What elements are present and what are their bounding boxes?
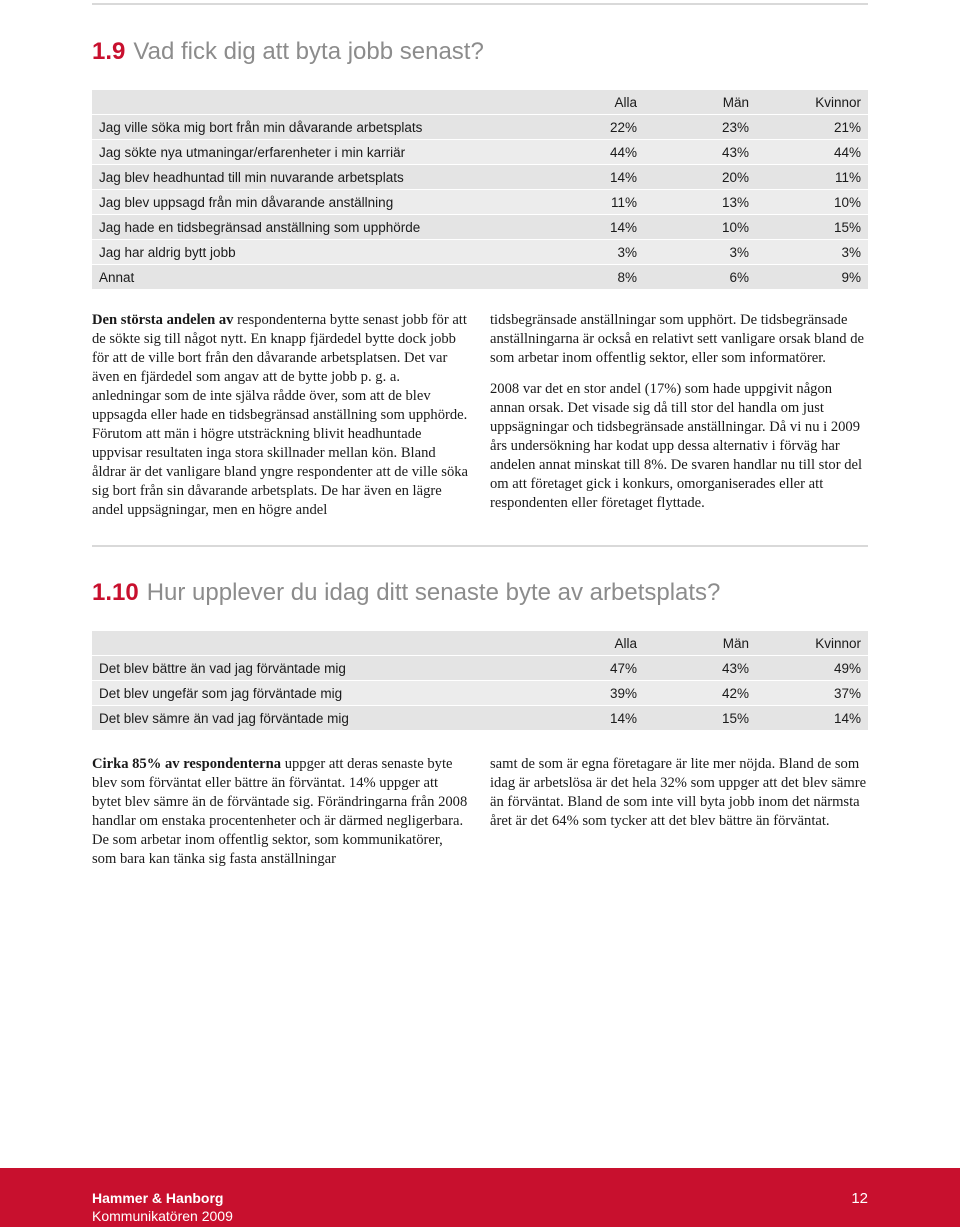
cell-alla: 14% <box>532 165 644 190</box>
row-label: Jag sökte nya utmaningar/erfarenheter i min karriär <box>92 140 532 165</box>
cell-man: 6% <box>644 265 756 290</box>
cell-man: 10% <box>644 215 756 240</box>
cell-alla: 47% <box>532 656 644 681</box>
column-header-alla: Alla <box>532 631 644 656</box>
cell-man: 3% <box>644 240 756 265</box>
column-header-alla: Alla <box>532 90 644 115</box>
column-header-kvinnor: Kvinnor <box>756 90 868 115</box>
section-1-title: Vad fick dig att byta jobb senast? <box>133 38 484 65</box>
row-label: Det blev bättre än vad jag förväntade mig <box>92 656 532 681</box>
row-label: Det blev ungefär som jag förväntade mig <box>92 681 532 706</box>
section-1-left-column <box>92 311 470 520</box>
table-row <box>92 681 868 706</box>
cell-kvinnor: 3% <box>756 240 868 265</box>
cell-man: 13% <box>644 190 756 215</box>
table-row <box>92 706 868 731</box>
table-row <box>92 265 868 290</box>
table-row <box>92 140 868 165</box>
footer-publication: Kommunikatören 2009 <box>92 1208 233 1224</box>
cell-alla: 14% <box>532 706 644 731</box>
page-number: 12 <box>851 1190 868 1207</box>
section-2-number: 1.10 <box>92 579 139 606</box>
cell-alla: 39% <box>532 681 644 706</box>
cell-alla: 22% <box>532 115 644 140</box>
cell-kvinnor: 14% <box>756 706 868 731</box>
experience-table <box>92 631 868 731</box>
row-label: Det blev sämre än vad jag förväntade mig <box>92 706 532 731</box>
cell-kvinnor: 9% <box>756 265 868 290</box>
footer-bar <box>0 1168 960 1227</box>
table-header-row <box>92 90 868 115</box>
section-1-right-paragraph-1: tidsbegränsade anställningar som upphört. De tidsbegränsade anställningarna är också en relativt sett vanligare orsak bland de som arbetar inom offentlig sektor, eller som informatörer. <box>490 312 865 366</box>
row-label: Jag hade en tidsbegränsad anställning som upphörde <box>92 215 532 240</box>
section-1-right-column <box>490 311 868 513</box>
cell-kvinnor: 44% <box>756 140 868 165</box>
lead-bold-text: Cirka 85% av respondenterna <box>92 756 282 772</box>
cell-alla: 44% <box>532 140 644 165</box>
table-row <box>92 240 868 265</box>
column-header-man: Män <box>644 631 756 656</box>
section-2-left-paragraph: Cirka 85% av respondenterna uppger att deras senaste byte blev som förväntat eller bättre än förväntat. 14% uppger att bytet blev sämre än de förväntade sig. Förändringarna från 2008 handlar om enstaka procentenheter och är därmed negligerbara. De som arbetar inom offentlig sektor, som kommunikatörer, som bara kan tänka sig fasta anställningar <box>92 756 468 867</box>
cell-kvinnor: 21% <box>756 115 868 140</box>
cell-alla: 11% <box>532 190 644 215</box>
table-row <box>92 656 868 681</box>
cell-kvinnor: 49% <box>756 656 868 681</box>
top-rule <box>92 3 868 5</box>
column-header-kvinnor: Kvinnor <box>756 631 868 656</box>
row-label: Jag blev uppsagd från min dåvarande anställning <box>92 190 532 215</box>
section-1-number: 1.9 <box>92 38 126 65</box>
table-row <box>92 165 868 190</box>
row-label: Jag har aldrig bytt jobb <box>92 240 532 265</box>
section-1-heading <box>92 37 484 67</box>
section-2-title: Hur upplever du idag ditt senaste byte av arbetsplats? <box>146 579 721 606</box>
table-row <box>92 190 868 215</box>
table-row <box>92 215 868 240</box>
cell-kvinnor: 10% <box>756 190 868 215</box>
cell-alla: 3% <box>532 240 644 265</box>
section-divider <box>92 545 868 547</box>
cell-alla: 8% <box>532 265 644 290</box>
reason-table <box>92 90 868 290</box>
row-label: Annat <box>92 265 532 290</box>
cell-man: 42% <box>644 681 756 706</box>
cell-man: 15% <box>644 706 756 731</box>
section-2-right-paragraph-1: samt de som är egna företagare är lite mer nöjda. Bland de som idag är arbetslösa är det hela 32% som uppger att det blev sämre än förväntat. Bland de som inte vill byta jobb inom det närmsta året är det 64% som tycker att det blev bättre än förväntat. <box>490 756 867 829</box>
lead-bold-text: Den största andelen av <box>92 312 234 328</box>
section-1-left-paragraph: Den största andelen av respondenterna bytte senast jobb för att de sökte sig till något nytt. En knapp fjärdedel bytte dock jobb för att de ville bort från den dåvarande arbetsplatsen. Det var även en fjärdedel som angav att de bytte jobb p. g. a. anledningar som de inte själva rådde över, som att de blev uppsagda eller hade en tidsbegränsad anställning som upphörde. Förutom att män i högre utsträckning blivit headhuntade uppvisar resultaten inga stora skillnader mellan kön. Bland åldrar är det vanligare bland yngre respondenter att de ville söka sig bort från sin dåvarande arbetsplats. De har även en lägre andel uppsägningar, men en högre andel <box>92 312 469 518</box>
row-label: Jag blev headhuntad till min nuvarande arbetsplats <box>92 165 532 190</box>
column-header-man: Män <box>644 90 756 115</box>
section-2-left-column <box>92 755 470 869</box>
table-header-row <box>92 631 868 656</box>
cell-alla: 14% <box>532 215 644 240</box>
section-2-heading <box>92 578 720 608</box>
cell-man: 23% <box>644 115 756 140</box>
cell-man: 43% <box>644 140 756 165</box>
footer-organization: Hammer & Hanborg <box>92 1190 224 1206</box>
cell-man: 20% <box>644 165 756 190</box>
cell-kvinnor: 11% <box>756 165 868 190</box>
section-2-right-column <box>490 755 868 831</box>
cell-kvinnor: 15% <box>756 215 868 240</box>
section-1-right-paragraph-2: 2008 var det en stor andel (17%) som hade uppgivit någon annan orsak. Det visade sig då till stor del handla om just uppsägningar och tidsbegränsade anställningar. Då vi nu i 2009 års undersökning har kodat upp dessa alternativ i förväg har andelen annat minskat till 8%. De svaren handlar nu till stor del om att företaget gick i konkurs, omorganiserades eller att respondenten eller företaget flyttade. <box>490 381 863 511</box>
row-label: Jag ville söka mig bort från min dåvarande arbetsplats <box>92 115 532 140</box>
cell-man: 43% <box>644 656 756 681</box>
table-row <box>92 115 868 140</box>
cell-kvinnor: 37% <box>756 681 868 706</box>
